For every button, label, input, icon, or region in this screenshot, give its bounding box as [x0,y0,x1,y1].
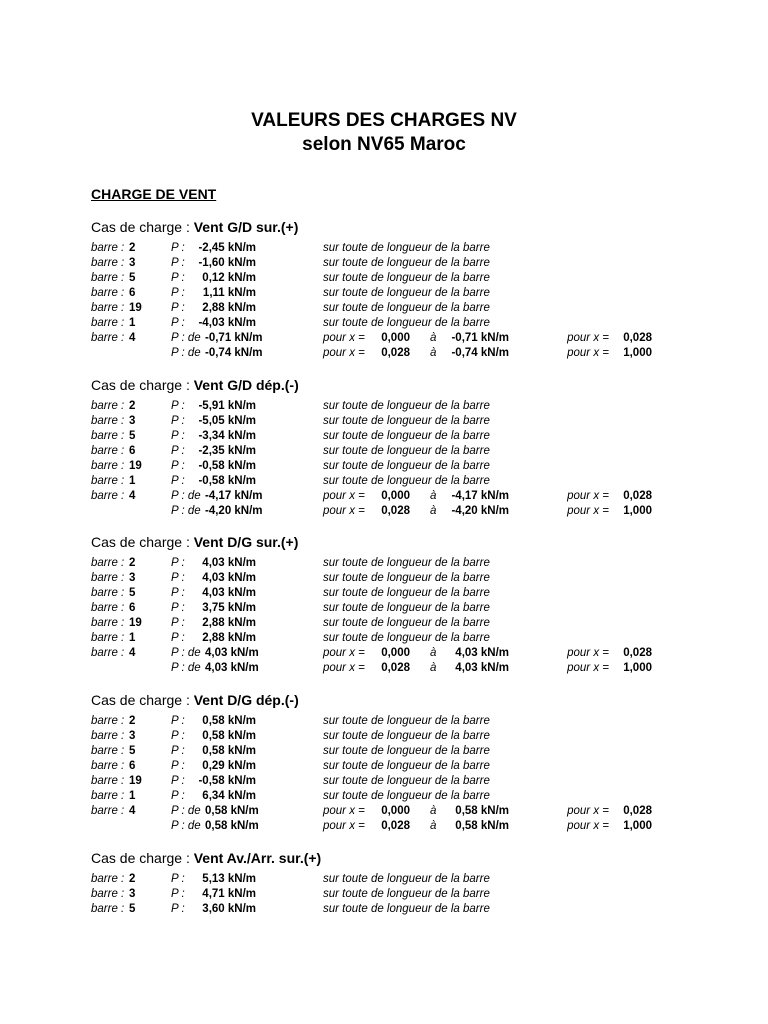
barre-number: 4 [129,332,136,344]
load-row [0,729,768,744]
pour-x-label: pour x = [567,662,609,674]
pour-x-label: pour x = [323,347,365,359]
start-x-value: 0,000 [381,490,410,502]
p-label: P : [171,242,185,254]
p-label: P : [171,557,185,569]
document-subtitle: selon NV65 Maroc [302,134,466,155]
p-de-label: P : de [171,662,201,674]
load-case-heading [91,534,298,550]
barre-label: barre : [91,790,125,802]
load-case-heading [91,219,298,235]
pour-x-label: pour x = [567,332,609,344]
end-x-value: 1,000 [623,662,652,674]
load-value: -0,58 kN/m [198,475,256,487]
barre-number: 6 [129,602,136,614]
p-label: P : [171,317,185,329]
pour-x-label: pour x = [323,505,365,517]
distribution-note: sur toute de longueur de la barre [323,475,490,487]
barre-label: barre : [91,415,125,427]
load-row [0,286,768,301]
barre-number: 2 [129,873,136,885]
load-row [0,789,768,804]
load-case-prefix: Cas de charge : [91,692,194,708]
p-label: P : [171,873,185,885]
end-load-value: -4,20 kN/m [451,505,509,517]
p-label: P : [171,445,185,457]
start-load-value: 4,03 kN/m [205,662,259,674]
section-heading: CHARGE DE VENT [91,186,217,202]
barre-label: barre : [91,272,125,284]
distribution-note: sur toute de longueur de la barre [323,572,490,584]
end-load-value: 0,58 kN/m [455,805,509,817]
load-row [0,631,768,646]
distribution-note: sur toute de longueur de la barre [323,745,490,757]
p-label: P : [171,775,185,787]
p-de-label: P : de [171,490,201,502]
a-label: à [430,662,437,674]
p-label: P : [171,460,185,472]
load-value: 0,58 kN/m [202,715,256,727]
load-value: 1,11 kN/m [202,287,256,299]
distribution-note: sur toute de longueur de la barre [323,400,490,412]
distribution-note: sur toute de longueur de la barre [323,760,490,772]
distribution-note: sur toute de longueur de la barre [323,430,490,442]
barre-number: 5 [129,745,136,757]
pour-x-label: pour x = [323,332,365,344]
a-label: à [430,490,437,502]
barre-number: 1 [129,317,136,329]
end-x-value: 0,028 [623,805,652,817]
barre-label: barre : [91,557,125,569]
barre-number: 2 [129,400,136,412]
load-case-name: Vent D/G sur.(+) [193,534,299,550]
load-value: 2,88 kN/m [202,302,256,314]
load-value: -2,45 kN/m [198,242,256,254]
barre-label: barre : [91,873,125,885]
end-load-value: 4,03 kN/m [455,662,509,674]
load-value: 4,71 kN/m [202,888,256,900]
end-load-value: 0,58 kN/m [455,820,509,832]
variable-load-row [0,804,768,819]
barre-number: 2 [129,715,136,727]
p-label: P : [171,715,185,727]
load-row [0,714,768,729]
p-label: P : [171,632,185,644]
distribution-note: sur toute de longueur de la barre [323,903,490,915]
barre-label: barre : [91,888,125,900]
end-x-value: 0,028 [623,647,652,659]
load-row [0,414,768,429]
pour-x-label: pour x = [567,347,609,359]
end-x-value: 1,000 [623,347,652,359]
end-x-value: 0,028 [623,332,652,344]
p-de-label: P : de [171,347,201,359]
pour-x-label: pour x = [567,647,609,659]
barre-label: barre : [91,242,125,254]
barre-number: 19 [129,460,142,472]
load-case-prefix: Cas de charge : [91,850,194,866]
distribution-note: sur toute de longueur de la barre [323,242,490,254]
barre-number: 1 [129,632,136,644]
load-value: -0,58 kN/m [198,460,256,472]
barre-number: 6 [129,287,136,299]
distribution-note: sur toute de longueur de la barre [323,715,490,727]
barre-number: 4 [129,805,136,817]
pour-x-label: pour x = [323,805,365,817]
load-row [0,774,768,789]
distribution-note: sur toute de longueur de la barre [323,415,490,427]
barre-label: barre : [91,332,125,344]
load-value: 4,03 kN/m [202,557,256,569]
distribution-note: sur toute de longueur de la barre [323,873,490,885]
load-case-heading [91,850,321,866]
barre-number: 19 [129,617,142,629]
a-label: à [430,505,437,517]
load-case-name: Vent G/D sur.(+) [193,219,299,235]
distribution-note: sur toute de longueur de la barre [323,272,490,284]
load-row [0,586,768,601]
p-de-label: P : de [171,820,201,832]
barre-label: barre : [91,400,125,412]
barre-label: barre : [91,317,125,329]
load-row [0,887,768,902]
barre-label: barre : [91,572,125,584]
end-x-value: 0,028 [623,490,652,502]
barre-label: barre : [91,632,125,644]
barre-label: barre : [91,715,125,727]
barre-label: barre : [91,490,125,502]
load-value: 0,12 kN/m [202,272,256,284]
barre-number: 5 [129,903,136,915]
p-label: P : [171,400,185,412]
barre-number: 5 [129,430,136,442]
load-case-name: Vent Av./Arr. sur.(+) [193,850,322,866]
load-value: -5,91 kN/m [198,400,256,412]
load-value: 0,58 kN/m [202,730,256,742]
load-row [0,399,768,414]
distribution-note: sur toute de longueur de la barre [323,790,490,802]
p-label: P : [171,302,185,314]
barre-label: barre : [91,445,125,457]
load-value: 5,13 kN/m [202,873,256,885]
load-row [0,241,768,256]
load-case-prefix: Cas de charge : [91,534,194,550]
load-case-prefix: Cas de charge : [91,219,194,235]
load-row [0,271,768,286]
p-de-label: P : de [171,505,201,517]
load-value: -4,03 kN/m [198,317,256,329]
barre-number: 19 [129,775,142,787]
start-x-value: 0,028 [381,347,410,359]
p-label: P : [171,257,185,269]
barre-number: 4 [129,647,136,659]
end-x-value: 1,000 [623,820,652,832]
pour-x-label: pour x = [567,505,609,517]
load-row [0,601,768,616]
variable-load-row [0,646,768,661]
load-row [0,256,768,271]
end-load-value: -0,71 kN/m [451,332,509,344]
pour-x-label: pour x = [567,820,609,832]
load-row [0,902,768,917]
distribution-note: sur toute de longueur de la barre [323,730,490,742]
distribution-note: sur toute de longueur de la barre [323,287,490,299]
end-load-value: 4,03 kN/m [455,647,509,659]
load-value: -2,35 kN/m [198,445,256,457]
barre-number: 19 [129,302,142,314]
barre-label: barre : [91,257,125,269]
p-label: P : [171,587,185,599]
p-de-label: P : de [171,647,201,659]
distribution-note: sur toute de longueur de la barre [323,617,490,629]
load-value: 0,29 kN/m [202,760,256,772]
barre-label: barre : [91,760,125,772]
load-row [0,616,768,631]
load-value: -5,05 kN/m [198,415,256,427]
distribution-note: sur toute de longueur de la barre [323,888,490,900]
load-row [0,744,768,759]
p-label: P : [171,272,185,284]
a-label: à [430,805,437,817]
a-label: à [430,347,437,359]
start-load-value: -4,17 kN/m [205,490,263,502]
distribution-note: sur toute de longueur de la barre [323,587,490,599]
load-row [0,429,768,444]
barre-label: barre : [91,617,125,629]
p-de-label: P : de [171,805,201,817]
load-row [0,556,768,571]
barre-label: barre : [91,647,125,659]
pour-x-label: pour x = [323,647,365,659]
p-label: P : [171,790,185,802]
end-load-value: -4,17 kN/m [451,490,509,502]
start-x-value: 0,000 [381,332,410,344]
p-label: P : [171,430,185,442]
distribution-note: sur toute de longueur de la barre [323,445,490,457]
barre-number: 3 [129,730,136,742]
barre-label: barre : [91,460,125,472]
start-x-value: 0,000 [381,647,410,659]
start-x-value: 0,028 [381,662,410,674]
distribution-note: sur toute de longueur de la barre [323,775,490,787]
load-case-heading [91,692,299,708]
variable-load-row [0,331,768,346]
start-x-value: 0,028 [381,820,410,832]
barre-label: barre : [91,775,125,787]
barre-number: 4 [129,490,136,502]
barre-number: 3 [129,257,136,269]
barre-number: 3 [129,415,136,427]
end-load-value: -0,74 kN/m [451,347,509,359]
load-row [0,316,768,331]
load-value: -3,34 kN/m [198,430,256,442]
barre-label: barre : [91,587,125,599]
load-row [0,301,768,316]
barre-number: 2 [129,557,136,569]
distribution-note: sur toute de longueur de la barre [323,557,490,569]
barre-number: 6 [129,760,136,772]
pour-x-label: pour x = [323,820,365,832]
barre-label: barre : [91,745,125,757]
load-row [0,459,768,474]
start-load-value: -0,71 kN/m [205,332,263,344]
barre-number: 3 [129,572,136,584]
load-row [0,759,768,774]
barre-label: barre : [91,903,125,915]
barre-number: 3 [129,888,136,900]
barre-number: 2 [129,242,136,254]
barre-label: barre : [91,302,125,314]
load-case-name: Vent G/D dép.(-) [193,377,299,393]
load-value: 6,34 kN/m [202,790,256,802]
variable-load-row [0,504,768,519]
a-label: à [430,647,437,659]
distribution-note: sur toute de longueur de la barre [323,257,490,269]
p-label: P : [171,572,185,584]
barre-number: 1 [129,475,136,487]
start-load-value: -4,20 kN/m [205,505,263,517]
start-x-value: 0,000 [381,805,410,817]
pour-x-label: pour x = [323,490,365,502]
p-label: P : [171,415,185,427]
document-title: VALEURS DES CHARGES NV [251,110,517,131]
a-label: à [430,332,437,344]
end-x-value: 1,000 [623,505,652,517]
distribution-note: sur toute de longueur de la barre [323,632,490,644]
barre-number: 5 [129,587,136,599]
load-value: 3,75 kN/m [202,602,256,614]
p-label: P : [171,888,185,900]
load-value: 4,03 kN/m [202,587,256,599]
load-value: 4,03 kN/m [202,572,256,584]
p-label: P : [171,730,185,742]
p-label: P : [171,287,185,299]
p-label: P : [171,617,185,629]
load-row [0,571,768,586]
p-label: P : [171,745,185,757]
barre-label: barre : [91,430,125,442]
load-value: 3,60 kN/m [202,903,256,915]
load-case-heading [91,377,299,393]
start-load-value: 4,03 kN/m [205,647,259,659]
p-label: P : [171,903,185,915]
load-row [0,444,768,459]
load-case-name: Vent D/G dép.(-) [193,692,299,708]
load-row [0,474,768,489]
distribution-note: sur toute de longueur de la barre [323,602,490,614]
barre-label: barre : [91,475,125,487]
pour-x-label: pour x = [567,805,609,817]
barre-number: 5 [129,272,136,284]
load-value: 2,88 kN/m [202,617,256,629]
load-value: -1,60 kN/m [198,257,256,269]
load-case-prefix: Cas de charge : [91,377,194,393]
distribution-note: sur toute de longueur de la barre [323,460,490,472]
barre-label: barre : [91,730,125,742]
barre-label: barre : [91,805,125,817]
variable-load-row [0,489,768,504]
p-de-label: P : de [171,332,201,344]
pour-x-label: pour x = [323,662,365,674]
start-load-value: 0,58 kN/m [205,805,259,817]
p-label: P : [171,475,185,487]
variable-load-row [0,661,768,676]
a-label: à [430,820,437,832]
pour-x-label: pour x = [567,490,609,502]
distribution-note: sur toute de longueur de la barre [323,302,490,314]
load-value: 0,58 kN/m [202,745,256,757]
variable-load-row [0,819,768,834]
distribution-note: sur toute de longueur de la barre [323,317,490,329]
start-load-value: -0,74 kN/m [205,347,263,359]
barre-number: 1 [129,790,136,802]
variable-load-row [0,346,768,361]
p-label: P : [171,602,185,614]
load-value: -0,58 kN/m [198,775,256,787]
load-row [0,872,768,887]
load-value: 2,88 kN/m [202,632,256,644]
start-x-value: 0,028 [381,505,410,517]
start-load-value: 0,58 kN/m [205,820,259,832]
barre-label: barre : [91,287,125,299]
barre-label: barre : [91,602,125,614]
barre-number: 6 [129,445,136,457]
p-label: P : [171,760,185,772]
